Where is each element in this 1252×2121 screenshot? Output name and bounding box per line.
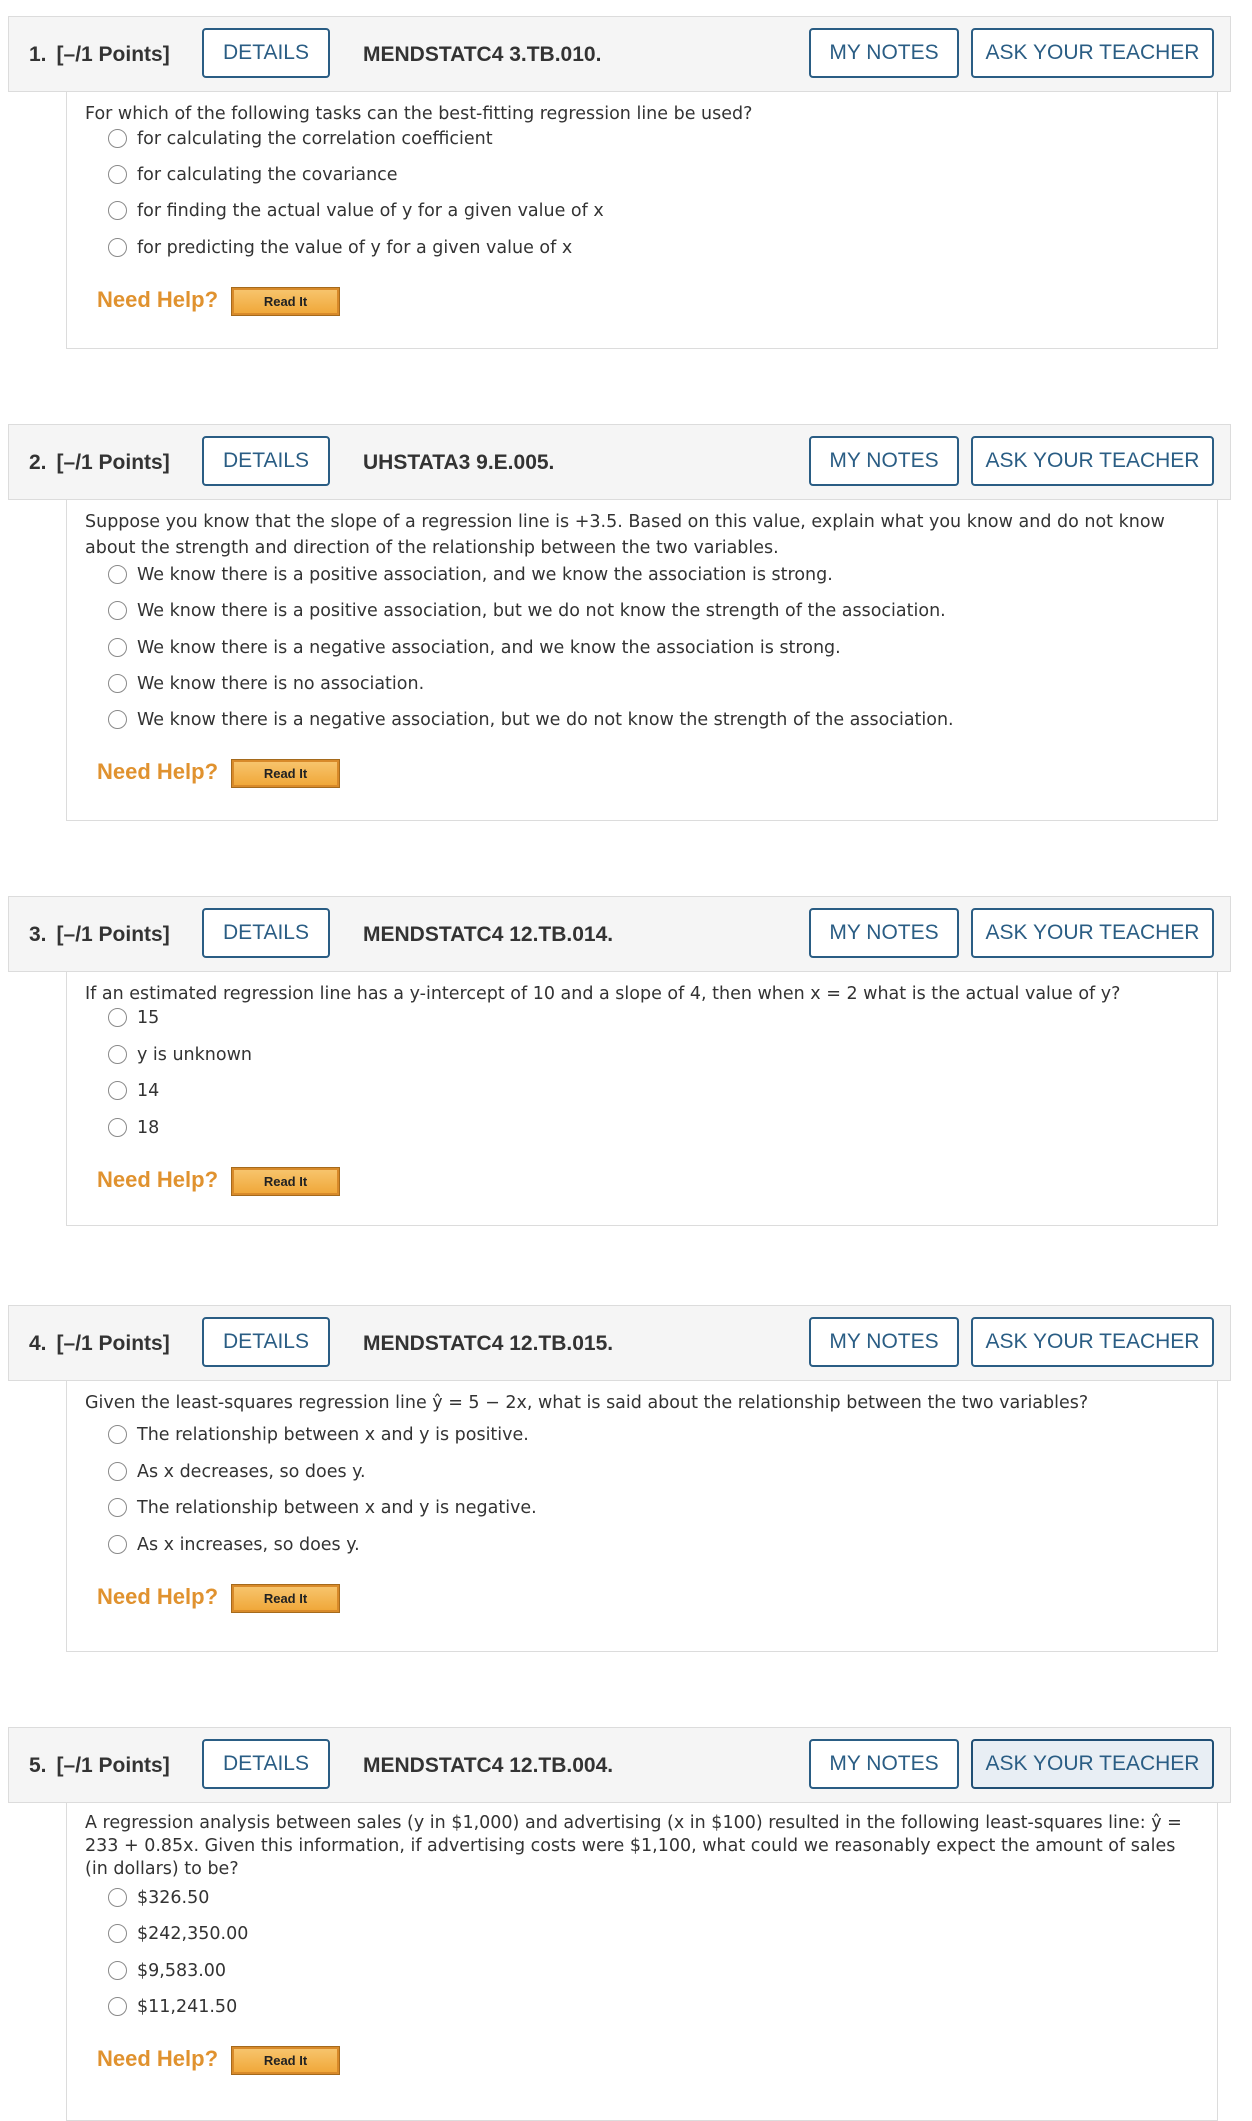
ask-teacher-button[interactable]: ASK YOUR TEACHER [971,436,1214,486]
ask-teacher-button[interactable]: ASK YOUR TEACHER [971,28,1214,78]
need-help-label: Need Help? [97,287,219,312]
question-text: Given the least-squares regression line ŷ = 5 − 2x, what is said about the relationship between the two variables? [85,1393,1089,1413]
radio-button[interactable] [108,1535,127,1554]
radio-button[interactable] [108,674,127,693]
radio-button[interactable] [108,710,127,729]
question-number: 5. [–/1 Points] [29,1754,170,1777]
radio-button[interactable] [108,1888,127,1907]
my-notes-button[interactable]: MY NOTES [809,1317,959,1367]
question-header [8,424,1231,500]
question-body: A regression analysis between sales (y in $1,000) and advertising (x in $100) resulted in the following least-squares line: ŷ = 233 + 0.85x. Given this information, if advertising costs were $1,100, what could we reasonably expect the amount of sales (in dollars) to be? $326.50 $242,350.00 $9,583.00 $11,241.50 Need Help? Read It [66,1803,1218,2121]
radio-button[interactable] [108,1008,127,1027]
radio-button[interactable] [108,601,127,620]
details-button[interactable]: DETAILS [202,28,330,78]
question-body: Given the least-squares regression line ŷ = 5 − 2x, what is said about the relationship between the two variables? The relationship between x and y is positive. As x decreases, so does y. The relationship between x and y is negative. As x increases, so does y. Need Help? Read It [66,1381,1218,1652]
radio-button[interactable] [108,1498,127,1517]
question-number: 1. [–/1 Points] [29,43,170,66]
question-text: Suppose you know that the slope of a regression line is +3.5. Based on this value, explain what you know and do not know about the strength and direction of the relationship between the two variables. [85,512,1165,558]
radio-button[interactable] [108,1118,127,1137]
radio-button[interactable] [108,638,127,657]
question-text: If an estimated regression line has a y-intercept of 10 and a slope of 4, then when x = 2 what is the actual value of y? [85,984,1121,1004]
radio-button[interactable] [108,1425,127,1444]
question-number: 2. [–/1 Points] [29,451,170,474]
read-it-button[interactable]: Read It [232,288,339,315]
ask-teacher-button[interactable]: ASK YOUR TEACHER [971,908,1214,958]
radio-button[interactable] [108,1081,127,1100]
my-notes-button[interactable]: MY NOTES [809,908,959,958]
details-button[interactable]: DETAILS [202,436,330,486]
details-button[interactable]: DETAILS [202,908,330,958]
question-number: 3. [–/1 Points] [29,923,170,946]
radio-button[interactable] [108,129,127,148]
need-help-label: Need Help? [97,2046,219,2071]
question-id: MENDSTATC4 12.TB.004. [363,1754,614,1777]
question-body: If an estimated regression line has a y-intercept of 10 and a slope of 4, then when x = 2 what is the actual value of y? 15 y is unknown 14 18 Need Help? Read It [66,972,1218,1226]
radio-button[interactable] [108,1997,127,2016]
points-label: [–/1 Points] [56,451,170,474]
ask-teacher-button[interactable]: ASK YOUR TEACHER [971,1739,1214,1789]
ask-teacher-button[interactable]: ASK YOUR TEACHER [971,1317,1214,1367]
read-it-button[interactable]: Read It [232,1585,339,1612]
my-notes-button[interactable]: MY NOTES [809,28,959,78]
question-header [8,1727,1231,1803]
details-button[interactable]: DETAILS [202,1317,330,1367]
question-id: UHSTATA3 9.E.005. [363,451,555,474]
points-label: [–/1 Points] [56,923,170,946]
question-id: MENDSTATC4 12.TB.014. [363,923,614,946]
points-label: [–/1 Points] [56,1754,170,1777]
question-id: MENDSTATC4 12.TB.015. [363,1332,614,1355]
radio-button[interactable] [108,1961,127,1980]
my-notes-button[interactable]: MY NOTES [809,1739,959,1789]
question-text: For which of the following tasks can the best-fitting regression line be used? [85,104,753,124]
read-it-button[interactable]: Read It [232,760,339,787]
question-header [8,16,1231,92]
need-help-label: Need Help? [97,1167,219,1192]
question-header [8,1305,1231,1381]
question-body: For which of the following tasks can the best-fitting regression line be used? for calculating the correlation coefficient for calculating the covariance for finding the actual value of y for a given value of x for predicting the value of y for a given value of x Need Help? Read It [66,92,1218,349]
read-it-button[interactable]: Read It [232,1168,339,1195]
details-button[interactable]: DETAILS [202,1739,330,1789]
question-text: A regression analysis between sales (y in $1,000) and advertising (x in $100) resulted in the following least-squares line: ŷ = 233 + 0.85x. Given this information, if advertising costs were $1,100, what could we reasonably expect the amount of sales (in dollars) to be? [85,1813,1182,1879]
points-label: [–/1 Points] [56,1332,170,1355]
radio-button[interactable] [108,1045,127,1064]
radio-button[interactable] [108,1462,127,1481]
need-help-label: Need Help? [97,759,219,784]
points-label: [–/1 Points] [56,43,170,66]
read-it-button[interactable]: Read It [232,2047,339,2074]
radio-button[interactable] [108,238,127,257]
radio-button[interactable] [108,201,127,220]
radio-button[interactable] [108,1924,127,1943]
question-id: MENDSTATC4 3.TB.010. [363,43,602,66]
question-body: Suppose you know that the slope of a regression line is +3.5. Based on this value, explain what you know and do not know about the strength and direction of the relationship between the two variables. We know there is a positive association, and we know the association is strong. We know there is a positive association, but we do not know the strength of the association. We know there is a negative association, and we know the association is strong. We know there is no association. We know there is a negative association, but we do not know the strength of the association. Need Help? Read It [66,500,1218,821]
need-help-label: Need Help? [97,1584,219,1609]
question-number: 4. [–/1 Points] [29,1332,170,1355]
my-notes-button[interactable]: MY NOTES [809,436,959,486]
question-header [8,896,1231,972]
radio-button[interactable] [108,165,127,184]
radio-button[interactable] [108,565,127,584]
